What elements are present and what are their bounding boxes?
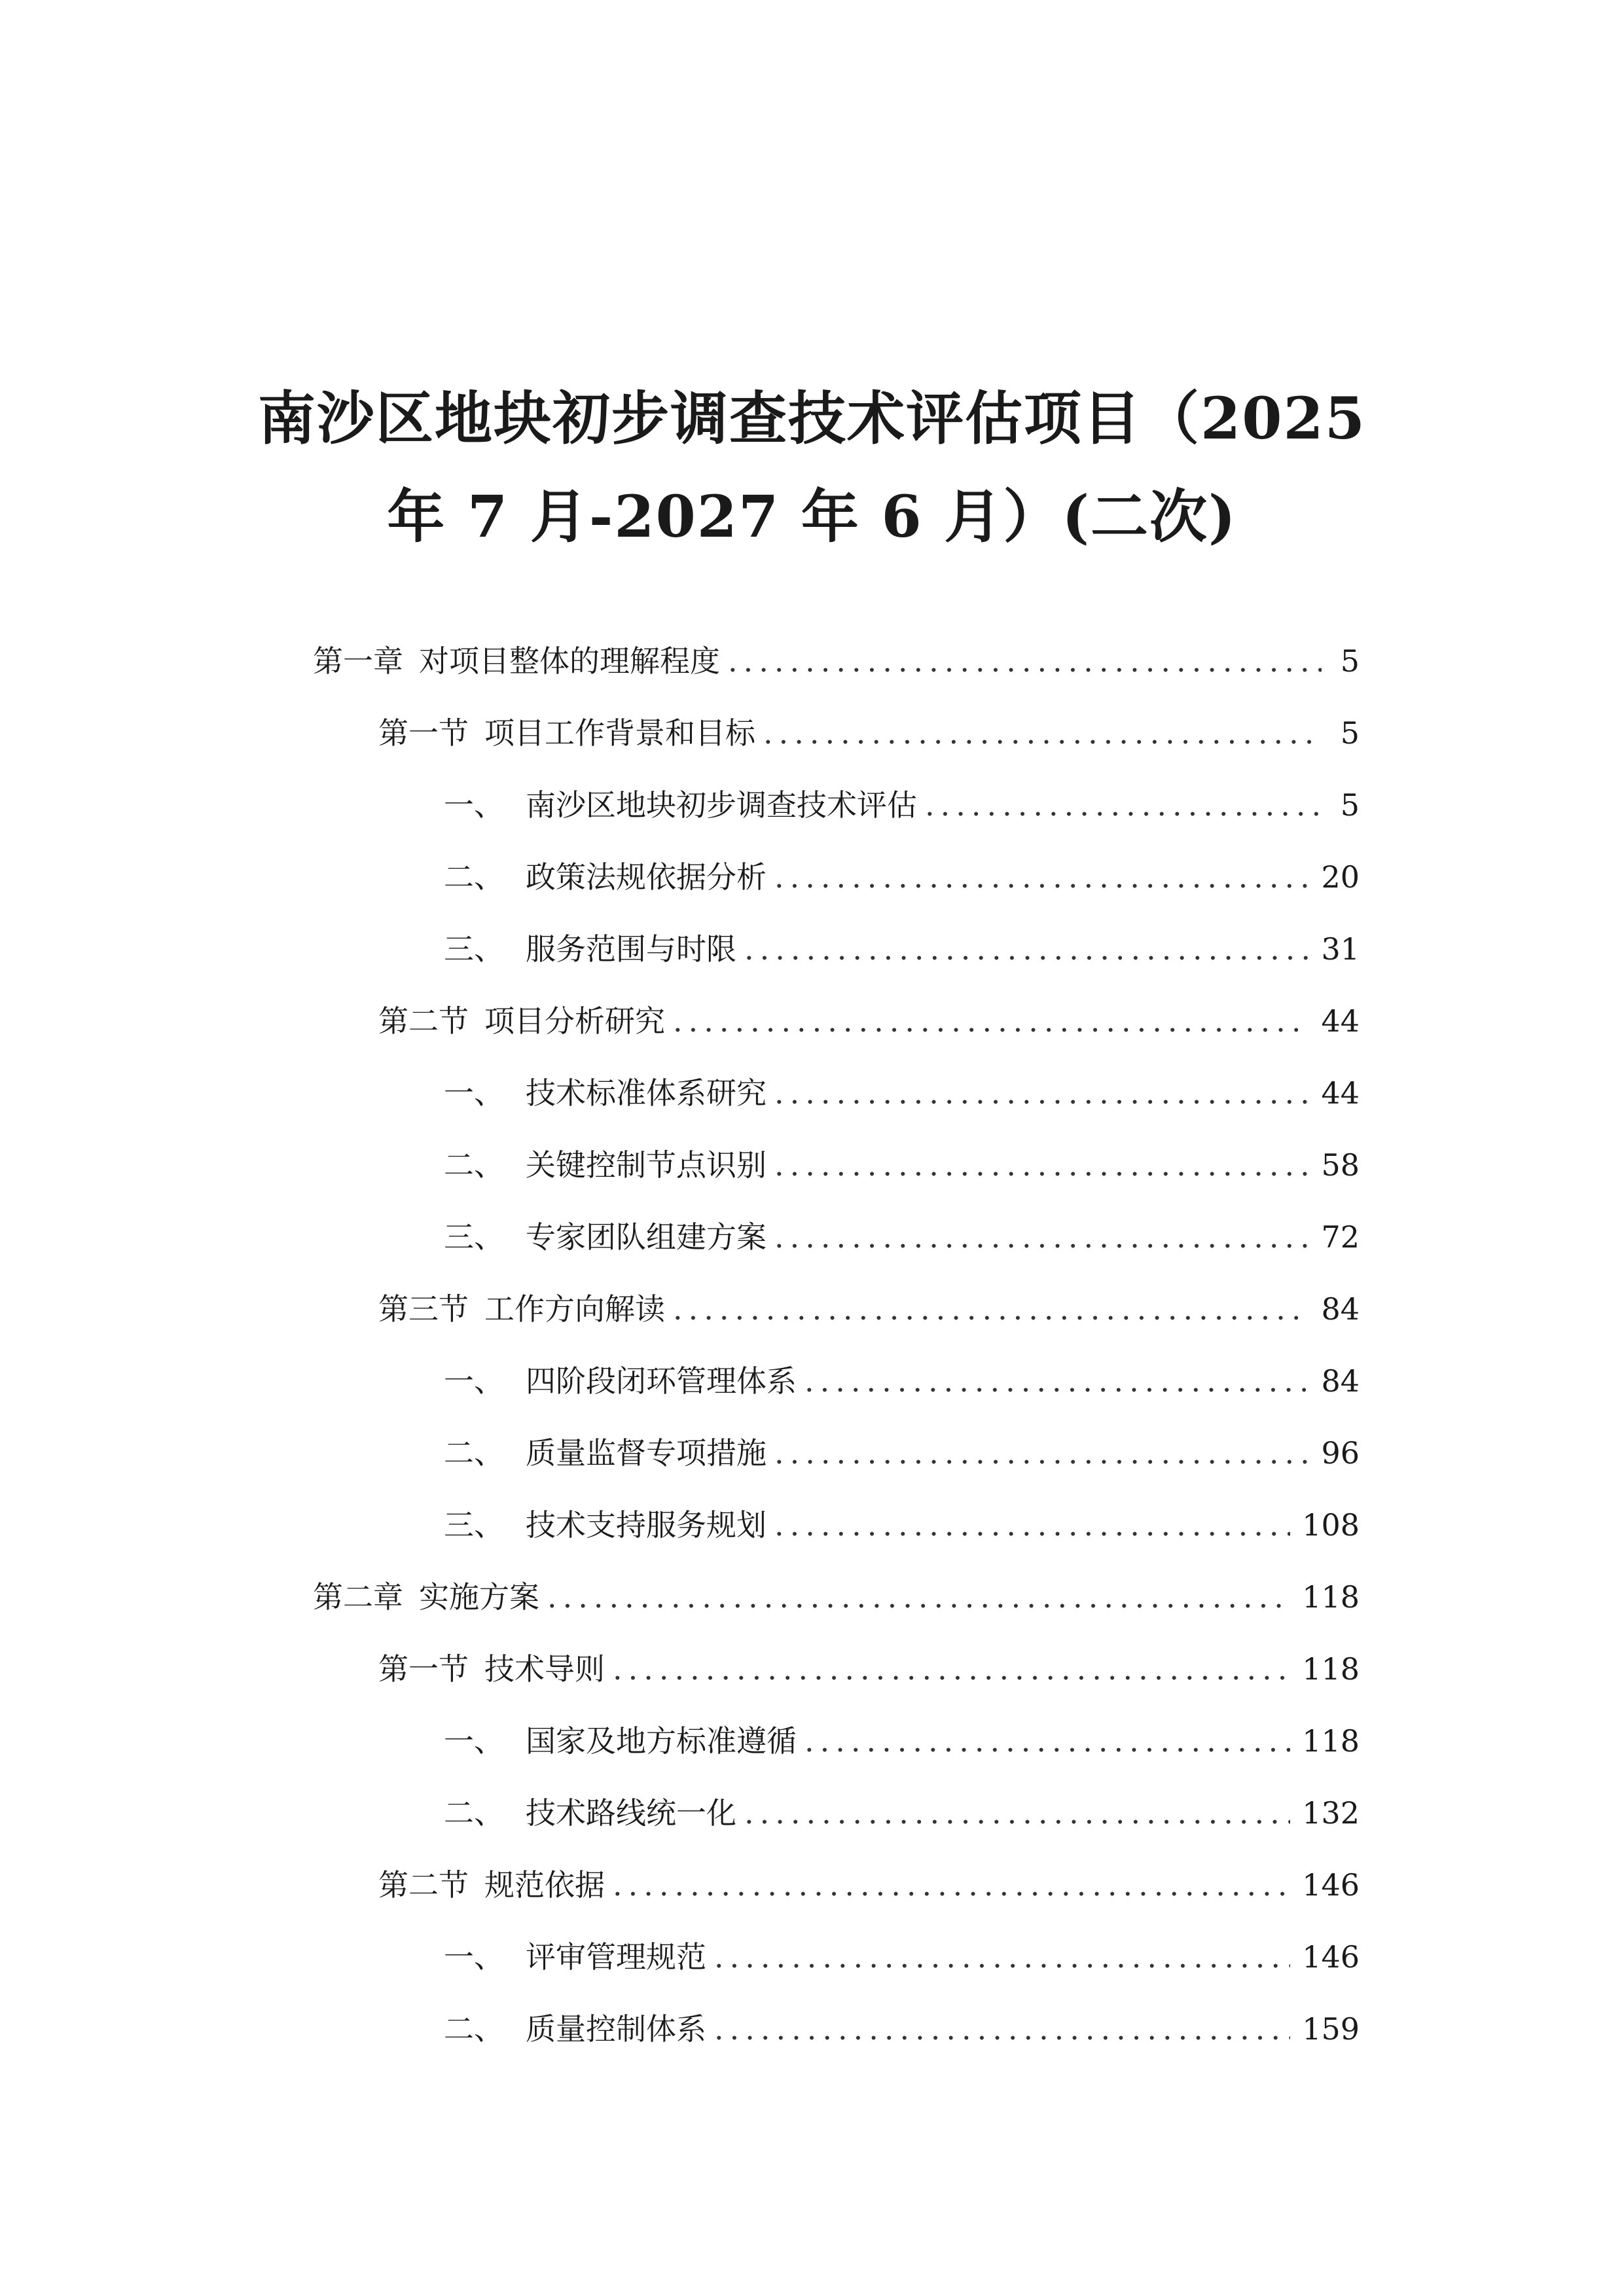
toc-entry[interactable] [444, 1499, 1360, 1551]
toc-entry-page: 84 [1321, 1291, 1360, 1327]
toc-entry-title: 国家及地方标准遵循 [526, 1723, 797, 1759]
toc-leader-dots [925, 779, 1322, 831]
toc-entry-title: 工作方向解读 [484, 1291, 665, 1327]
toc-entry[interactable] [444, 1427, 1360, 1479]
toc-entry-title: 项目工作背景和目标 [484, 715, 755, 751]
toc-entry-number: 二、 [444, 1435, 504, 1471]
toc-entry-page: 44 [1321, 1003, 1360, 1039]
toc-entry-title: 南沙区地块初步调查技术评估 [526, 787, 917, 823]
toc-entry-title: 对项目整体的理解程度 [419, 643, 720, 679]
toc-entry[interactable] [378, 707, 1360, 759]
toc-entry-title: 评审管理规范 [526, 1939, 706, 1975]
toc-leader-dots [774, 1139, 1309, 1191]
toc-entry-title: 质量监督专项措施 [526, 1435, 767, 1471]
toc-entry-title: 技术导则 [484, 1651, 605, 1687]
toc-entry-page: 118 [1302, 1651, 1360, 1687]
toc-entry-number: 一、 [444, 1939, 504, 1975]
toc-entry[interactable] [378, 1283, 1360, 1335]
toc-entry-number: 三、 [444, 931, 504, 967]
toc-entry-title: 技术支持服务规划 [526, 1507, 767, 1543]
toc-entry[interactable] [444, 1355, 1360, 1407]
toc-entry-page: 5 [1340, 787, 1360, 823]
toc-entry-number: 二、 [444, 859, 504, 895]
document-title [196, 369, 1428, 565]
toc-entry[interactable] [378, 995, 1360, 1047]
toc-leader-dots [714, 2003, 1290, 2055]
toc-leader-dots [673, 1283, 1309, 1335]
toc-entry-number: 第一节 [378, 1651, 469, 1687]
toc-entry-page: 146 [1302, 1939, 1360, 1975]
document-title-line-2: 年 7 月-2027 年 6 月）(二次) [387, 482, 1237, 550]
toc-entry[interactable] [444, 1715, 1360, 1767]
toc-entry[interactable] [313, 635, 1360, 687]
toc-leader-dots [728, 635, 1322, 687]
toc-entry-number: 二、 [444, 2011, 504, 2047]
toc-entry[interactable] [444, 1787, 1360, 1839]
toc-entry-number: 一、 [444, 1075, 504, 1111]
toc-leader-dots [744, 1787, 1290, 1839]
toc-entry-number: 第二节 [378, 1003, 469, 1039]
toc-entry-title: 质量控制体系 [526, 2011, 706, 2047]
toc-leader-dots [714, 1931, 1290, 1983]
toc-entry-title: 规范依据 [484, 1867, 605, 1903]
toc-entry-title: 四阶段闭环管理体系 [526, 1363, 797, 1399]
toc-leader-dots [774, 1211, 1309, 1263]
toc-entry-number: 一、 [444, 1723, 504, 1759]
toc-leader-dots [613, 1859, 1290, 1911]
toc-entry[interactable] [378, 1859, 1360, 1911]
toc-entry-page: 96 [1321, 1435, 1360, 1471]
toc-entry[interactable] [444, 1139, 1360, 1191]
toc-entry[interactable] [444, 779, 1360, 831]
toc-leader-dots [774, 851, 1309, 903]
toc-entry-number: 第一节 [378, 715, 469, 751]
toc-entry-page: 118 [1302, 1579, 1360, 1615]
toc-leader-dots [804, 1355, 1309, 1407]
toc-entry-title: 技术路线统一化 [526, 1795, 736, 1831]
toc-entry[interactable] [444, 1211, 1360, 1263]
toc-entry-number: 第一章 [313, 643, 403, 679]
toc-entry[interactable] [444, 1067, 1360, 1119]
toc-entry-title: 政策法规依据分析 [526, 859, 767, 895]
toc-entry-number: 第二章 [313, 1579, 403, 1615]
toc-entry-page: 84 [1321, 1363, 1360, 1399]
toc-entry-page: 20 [1321, 859, 1360, 895]
toc-leader-dots [673, 995, 1309, 1047]
toc-entry-page: 58 [1321, 1147, 1360, 1183]
toc-entry-page: 72 [1321, 1219, 1360, 1255]
toc-leader-dots [744, 923, 1309, 975]
toc-entry[interactable] [444, 851, 1360, 903]
toc-entry-number: 三、 [444, 1507, 504, 1543]
toc-leader-dots [774, 1499, 1290, 1551]
toc-entry-page: 5 [1340, 643, 1360, 679]
toc-entry-number: 三、 [444, 1219, 504, 1255]
toc-entry-number: 二、 [444, 1795, 504, 1831]
toc-entry[interactable] [378, 1643, 1360, 1695]
toc-entry-title: 技术标准体系研究 [526, 1075, 767, 1111]
toc-entry-page: 118 [1302, 1723, 1360, 1759]
toc-entry-title: 关键控制节点识别 [526, 1147, 767, 1183]
toc-entry-page: 146 [1302, 1867, 1360, 1903]
toc-entry-number: 一、 [444, 787, 504, 823]
toc-entry-number: 第三节 [378, 1291, 469, 1327]
toc-entry-title: 专家团队组建方案 [526, 1219, 767, 1255]
toc-entry-title: 实施方案 [419, 1579, 539, 1615]
toc-entry-page: 31 [1321, 931, 1360, 967]
toc-leader-dots [613, 1643, 1290, 1695]
toc-entry-number: 二、 [444, 1147, 504, 1183]
toc-entry[interactable] [444, 1931, 1360, 1983]
toc-leader-dots [774, 1427, 1309, 1479]
toc-leader-dots [804, 1715, 1290, 1767]
toc-entry[interactable] [444, 923, 1360, 975]
toc-entry-page: 132 [1302, 1795, 1360, 1831]
toc-entry[interactable] [313, 1571, 1360, 1623]
toc-entry-page: 5 [1340, 715, 1360, 751]
toc-entry-number: 第二节 [378, 1867, 469, 1903]
document-title-line-1: 南沙区地块初步调查技术评估项目（2025 [258, 384, 1366, 452]
toc-entry-title: 服务范围与时限 [526, 931, 736, 967]
toc-entry-title: 项目分析研究 [484, 1003, 665, 1039]
toc-entry-page: 44 [1321, 1075, 1360, 1111]
toc-entry-page: 159 [1302, 2011, 1360, 2047]
toc-leader-dots [763, 707, 1322, 759]
toc-leader-dots [547, 1571, 1290, 1623]
toc-entry-number: 一、 [444, 1363, 504, 1399]
toc-entry-page: 108 [1302, 1507, 1360, 1543]
toc-entry[interactable] [444, 2003, 1360, 2055]
toc-leader-dots [774, 1067, 1309, 1119]
